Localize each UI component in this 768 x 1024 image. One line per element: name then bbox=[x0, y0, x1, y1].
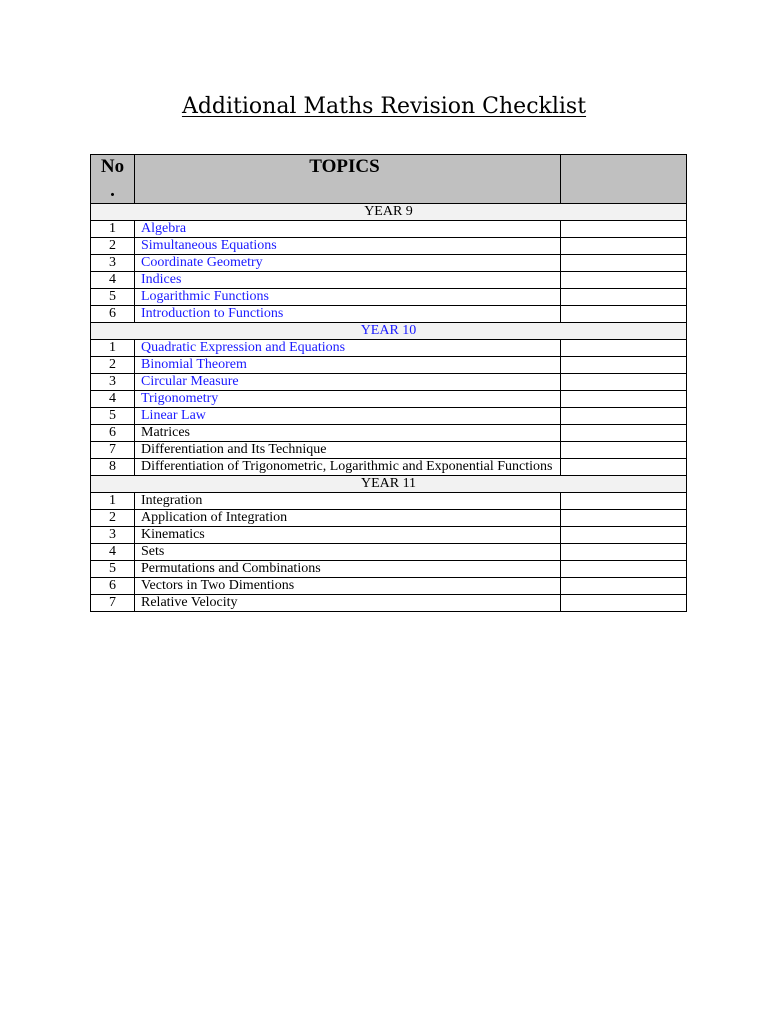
table-row bbox=[91, 561, 687, 578]
topic-text: Differentiation and Its Technique bbox=[135, 442, 561, 459]
row-number: 3 bbox=[91, 374, 135, 391]
section-label: YEAR 11 bbox=[91, 476, 687, 493]
table-row bbox=[91, 425, 687, 442]
topic-text: Sets bbox=[135, 544, 561, 561]
page-title: Additional Maths Revision Checklist bbox=[181, 94, 587, 119]
topic-link[interactable]: Logarithmic Functions bbox=[135, 289, 561, 306]
checklist-body bbox=[91, 204, 687, 612]
checkbox-cell[interactable] bbox=[561, 544, 687, 561]
table-row bbox=[91, 374, 687, 391]
row-number: 7 bbox=[91, 442, 135, 459]
number-column-header bbox=[91, 155, 135, 204]
table-row bbox=[91, 391, 687, 408]
section-label: YEAR 9 bbox=[91, 204, 687, 221]
topic-link[interactable]: Simultaneous Equations bbox=[135, 238, 561, 255]
number-header-dot: . bbox=[110, 180, 115, 201]
checkbox-cell[interactable] bbox=[561, 442, 687, 459]
topic-link[interactable]: Quadratic Expression and Equations bbox=[135, 340, 561, 357]
topic-text: Vectors in Two Dimentions bbox=[135, 578, 561, 595]
checkbox-cell[interactable] bbox=[561, 306, 687, 323]
section-row bbox=[91, 204, 687, 221]
checkbox-cell[interactable] bbox=[561, 578, 687, 595]
row-number: 1 bbox=[91, 221, 135, 238]
row-number: 2 bbox=[91, 238, 135, 255]
row-number: 7 bbox=[91, 595, 135, 612]
table-row bbox=[91, 306, 687, 323]
table-row bbox=[91, 544, 687, 561]
topic-link[interactable]: Coordinate Geometry bbox=[135, 255, 561, 272]
table-row bbox=[91, 578, 687, 595]
topic-link[interactable]: Indices bbox=[135, 272, 561, 289]
table-row bbox=[91, 272, 687, 289]
row-number: 5 bbox=[91, 408, 135, 425]
row-number: 6 bbox=[91, 425, 135, 442]
row-number: 5 bbox=[91, 561, 135, 578]
row-number: 3 bbox=[91, 527, 135, 544]
row-number: 1 bbox=[91, 340, 135, 357]
row-number: 1 bbox=[91, 493, 135, 510]
table-row bbox=[91, 459, 687, 476]
table-row bbox=[91, 221, 687, 238]
topic-text: Permutations and Combinations bbox=[135, 561, 561, 578]
checkbox-cell[interactable] bbox=[561, 595, 687, 612]
table-row bbox=[91, 357, 687, 374]
row-number: 4 bbox=[91, 272, 135, 289]
table-row bbox=[91, 442, 687, 459]
table-row bbox=[91, 255, 687, 272]
checkbox-cell[interactable] bbox=[561, 255, 687, 272]
topic-text: Application of Integration bbox=[135, 510, 561, 527]
table-row bbox=[91, 289, 687, 306]
row-number: 6 bbox=[91, 306, 135, 323]
row-number: 5 bbox=[91, 289, 135, 306]
section-row bbox=[91, 323, 687, 340]
row-number: 4 bbox=[91, 544, 135, 561]
topic-text: Integration bbox=[135, 493, 561, 510]
checkbox-cell[interactable] bbox=[561, 561, 687, 578]
row-number: 2 bbox=[91, 510, 135, 527]
checkbox-cell[interactable] bbox=[561, 493, 687, 510]
topic-text: Differentiation of Trigonometric, Logarithmic and Exponential Functions bbox=[135, 459, 561, 476]
topic-text: Kinematics bbox=[135, 527, 561, 544]
checkbox-cell[interactable] bbox=[561, 340, 687, 357]
checkbox-cell[interactable] bbox=[561, 238, 687, 255]
row-number: 2 bbox=[91, 357, 135, 374]
section-label: YEAR 10 bbox=[91, 323, 687, 340]
checkbox-cell[interactable] bbox=[561, 408, 687, 425]
table-row bbox=[91, 238, 687, 255]
topic-link[interactable]: Circular Measure bbox=[135, 374, 561, 391]
topics-column-header: TOPICS bbox=[135, 155, 561, 204]
checkbox-cell[interactable] bbox=[561, 221, 687, 238]
checkbox-cell[interactable] bbox=[561, 459, 687, 476]
header-row bbox=[91, 155, 687, 204]
checkbox-cell[interactable] bbox=[561, 374, 687, 391]
checkbox-cell[interactable] bbox=[561, 289, 687, 306]
topic-text: Matrices bbox=[135, 425, 561, 442]
checkbox-cell[interactable] bbox=[561, 357, 687, 374]
topic-link[interactable]: Binomial Theorem bbox=[135, 357, 561, 374]
table-row bbox=[91, 408, 687, 425]
row-number: 6 bbox=[91, 578, 135, 595]
table-row bbox=[91, 493, 687, 510]
section-row bbox=[91, 476, 687, 493]
checkbox-column-header bbox=[561, 155, 687, 204]
topic-link[interactable]: Introduction to Functions bbox=[135, 306, 561, 323]
checkbox-cell[interactable] bbox=[561, 425, 687, 442]
table-row bbox=[91, 340, 687, 357]
topic-text: Relative Velocity bbox=[135, 595, 561, 612]
row-number: 4 bbox=[91, 391, 135, 408]
table-row bbox=[91, 510, 687, 527]
revision-checklist-table bbox=[90, 154, 687, 612]
checkbox-cell[interactable] bbox=[561, 391, 687, 408]
row-number: 8 bbox=[91, 459, 135, 476]
checkbox-cell[interactable] bbox=[561, 510, 687, 527]
topic-link[interactable]: Algebra bbox=[135, 221, 561, 238]
topic-link[interactable]: Linear Law bbox=[135, 408, 561, 425]
checkbox-cell[interactable] bbox=[561, 527, 687, 544]
checkbox-cell[interactable] bbox=[561, 272, 687, 289]
topic-link[interactable]: Trigonometry bbox=[135, 391, 561, 408]
table-row bbox=[91, 595, 687, 612]
table-row bbox=[91, 527, 687, 544]
row-number: 3 bbox=[91, 255, 135, 272]
number-header-text: No bbox=[100, 156, 125, 177]
